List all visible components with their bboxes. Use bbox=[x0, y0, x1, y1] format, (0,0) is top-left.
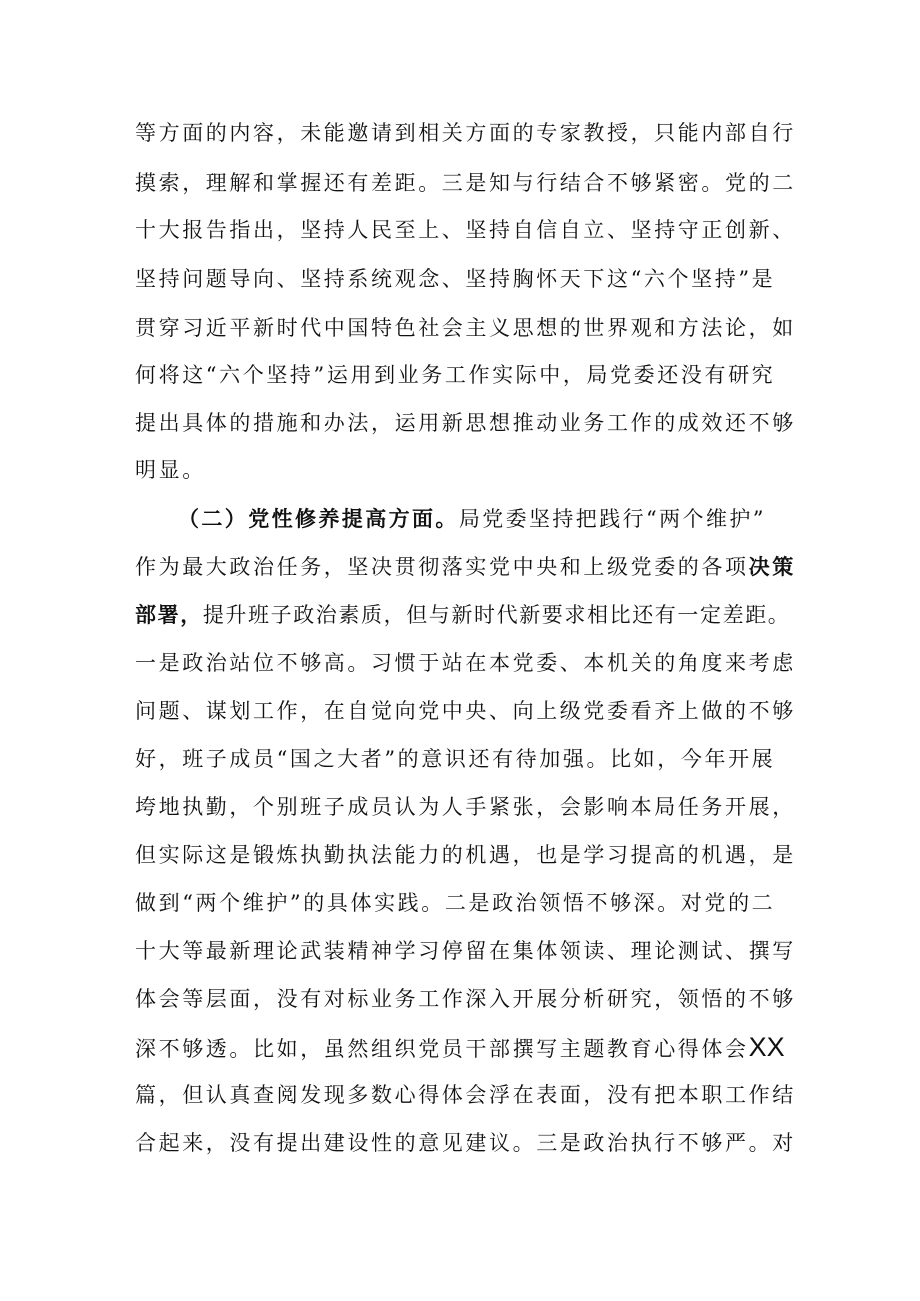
paragraph-2-line-1-text: 局党委坚持把践行“两个维护” bbox=[458, 507, 766, 531]
paragraph-2-line-4: 一是政治站位不够高。习惯于站在本党委、本机关的角度来考虑 bbox=[135, 651, 796, 675]
paragraph-2-line-1 bbox=[178, 504, 766, 534]
paragraph-2-line-5: 问题、谋划工作，在自觉向党中央、向上级党委看齐上做的不够 bbox=[135, 699, 796, 723]
paragraph-2-line-9: 做到“两个维护”的具体实践。二是政治领悟不够深。对党的二 bbox=[135, 891, 776, 915]
bold-phrase: 决策 bbox=[748, 554, 796, 579]
paragraph-2-line-8: 但实际这是锻炼执勤执法能力的机遇，也是学习提高的机遇，是 bbox=[135, 843, 796, 867]
paragraph-1-line-2: 摸索，理解和掌握还有差距。三是知与行结合不够紧密。党的二 bbox=[135, 171, 796, 195]
paragraph-2-line-12 bbox=[135, 1032, 785, 1064]
paragraph-1-line-4: 坚持问题导向、坚持系统观念、坚持胸怀天下这“六个坚持”是 bbox=[135, 267, 776, 291]
paragraph-2-line-12-text: 深不够透。比如，虽然组织党员干部撰写主题教育心得体会 bbox=[135, 1037, 749, 1061]
paragraph-2-line-2-text: 作为最大政治任务，坚决贯彻落实党中央和上级党委的各项 bbox=[135, 555, 749, 579]
paragraph-2-line-2 bbox=[135, 552, 796, 582]
paragraph-2-line-3-text: 提升班子政治素质，但与新时代新要求相比还有一定差距。 bbox=[202, 603, 791, 627]
section-heading: （二）党性修养提高方面。 bbox=[178, 506, 459, 531]
paragraph-1-line-6: 何将这“六个坚持”运用到业务工作实际中，局党委还没有研究 bbox=[135, 363, 776, 387]
paragraph-1-line-7: 提出具体的措施和办法，运用新思想推动业务工作的成效还不够 bbox=[135, 411, 796, 435]
paragraph-1-line-3: 十大报告指出，坚持人民至上、坚持自信自立、坚持守正创新、 bbox=[135, 218, 796, 242]
paragraph-2-line-14: 合起来，没有提出建设性的意见建议。三是政治执行不够严。对 bbox=[135, 1131, 796, 1155]
xx-placeholder: XX bbox=[748, 1032, 785, 1062]
paragraph-1-line-1: 等方面的内容，未能邀请到相关方面的专家教授，只能内部自行 bbox=[135, 121, 796, 145]
paragraph-2-line-11: 体会等层面，没有对标业务工作深入开展分析研究，领悟的不够 bbox=[135, 987, 796, 1011]
paragraph-2-line-3 bbox=[135, 600, 790, 630]
paragraph-2-line-10: 十大等最新理论武装精神学习停留在集体领读、理论测试、撰写 bbox=[135, 939, 796, 963]
paragraph-1-line-8: 明显。 bbox=[135, 458, 206, 482]
bold-phrase: 部署， bbox=[135, 602, 203, 627]
paragraph-2-line-7: 垮地执勤，个别班子成员认为人手紧张，会影响本局任务开展， bbox=[135, 795, 796, 819]
paragraph-2-line-6: 好，班子成员“国之大者”的意识还有待加强。比如，今年开展 bbox=[135, 747, 776, 771]
paragraph-1-line-5: 贯穿习近平新时代中国特色社会主义思想的世界观和方法论，如 bbox=[135, 316, 796, 340]
paragraph-2-line-13: 篇，但认真查阅发现多数心得体会浮在表面，没有把本职工作结 bbox=[135, 1083, 796, 1107]
